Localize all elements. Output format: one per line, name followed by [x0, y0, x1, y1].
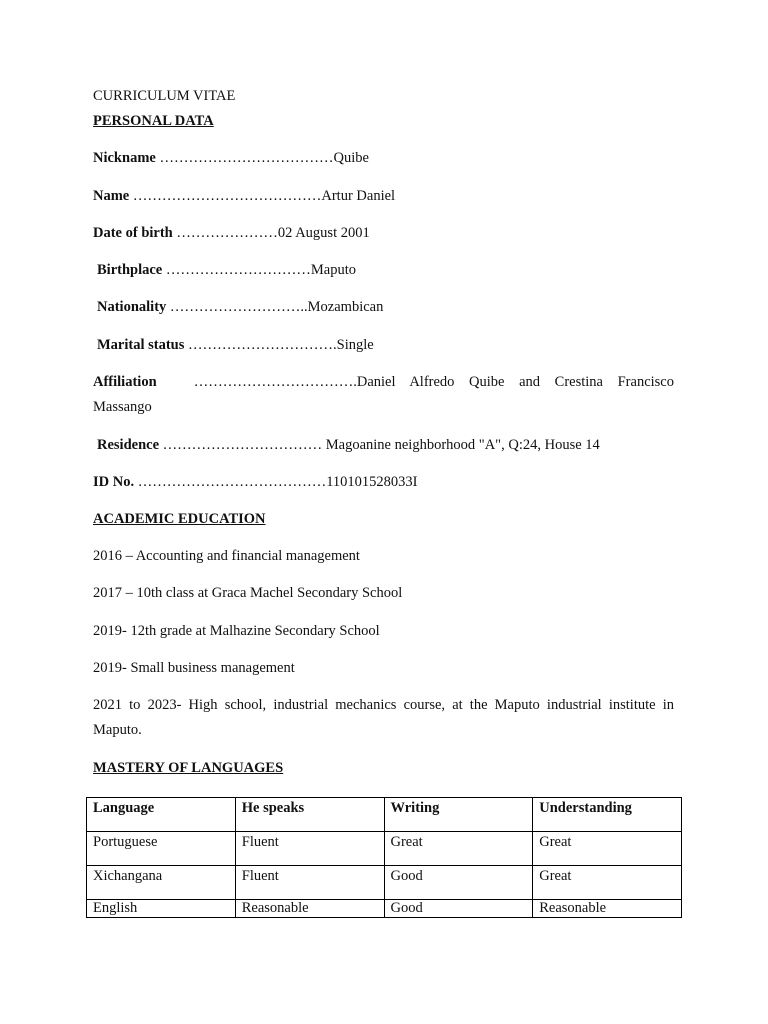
personal-data-heading: PERSONAL DATA	[93, 113, 214, 129]
table-row	[87, 866, 682, 900]
affiliation-row	[93, 370, 674, 420]
table-cell: Great	[533, 866, 682, 900]
table-header-row	[87, 798, 682, 832]
nationality-label: Nationality	[97, 299, 167, 315]
dob-value: 02 August 2001	[277, 225, 370, 241]
marital-status-value: Single	[336, 337, 374, 353]
dob-dots: …………………	[172, 225, 278, 241]
affiliation-line	[93, 370, 674, 395]
languages-table	[86, 797, 682, 918]
table-cell: English	[87, 900, 236, 918]
education-item: 2021 to 2023- High school, industrial mechanics course, at the Maputo industrial institute in Maputo.	[93, 697, 674, 738]
nationality-row	[97, 298, 383, 316]
id-label: ID No.	[93, 474, 135, 490]
name-label: Name	[93, 188, 130, 204]
languages-heading: MASTERY OF LANGUAGES	[93, 760, 284, 776]
table-cell: Reasonable	[235, 900, 384, 918]
residence-label: Residence	[97, 437, 160, 453]
affiliation-dots: …………………………….	[193, 374, 357, 390]
dob-row	[93, 224, 370, 242]
education-item: 2016 – Accounting and financial management	[93, 548, 360, 564]
education-item: 2017 – 10th class at Graca Machel Secondary School	[93, 585, 403, 601]
table-cell: Portuguese	[87, 832, 236, 866]
birthplace-label: Birthplace	[97, 262, 163, 278]
id-value: 110101528033I	[326, 474, 418, 490]
nationality-dots: ………………………..	[166, 299, 308, 315]
nickname-label: Nickname	[93, 150, 156, 166]
residence-dots: ……………………………	[159, 437, 326, 453]
affiliation-value-cont: Massango	[93, 399, 152, 415]
name-dots: …………………………………	[129, 188, 322, 204]
column-header: Language	[87, 798, 236, 832]
education-item: 2019- 12th grade at Malhazine Secondary School	[93, 623, 380, 639]
document-title: CURRICULUM VITAE	[93, 88, 236, 104]
table-row	[87, 832, 682, 866]
marital-status-row	[97, 336, 374, 354]
birthplace-dots: …………………………	[162, 262, 311, 278]
table-cell: Great	[533, 832, 682, 866]
name-value: Artur Daniel	[321, 188, 396, 204]
column-header: Writing	[384, 798, 533, 832]
table-cell: Great	[384, 832, 533, 866]
marital-status-dots: ………………………….	[184, 337, 337, 353]
id-dots: …………………………………	[134, 474, 327, 490]
residence-value: Magoanine neighborhood "A", Q:24, House 14	[325, 437, 600, 453]
table-cell: Xichangana	[87, 866, 236, 900]
education-item: 2019- Small business management	[93, 660, 295, 676]
academic-education-heading: ACADEMIC EDUCATION	[93, 511, 266, 527]
residence-row	[97, 436, 600, 454]
table-cell: Fluent	[235, 866, 384, 900]
nickname-value: Quibe	[333, 150, 369, 166]
affiliation-dots-value	[194, 370, 674, 395]
dob-label: Date of birth	[93, 225, 173, 241]
birthplace-value: Maputo	[310, 262, 356, 278]
nickname-dots: ………………………………	[155, 150, 334, 166]
affiliation-label: Affiliation	[93, 374, 157, 390]
marital-status-label: Marital status	[97, 337, 185, 353]
table-cell: Good	[384, 866, 533, 900]
table-cell: Fluent	[235, 832, 384, 866]
table-row	[87, 900, 682, 918]
nickname-row	[93, 149, 369, 167]
affiliation-value: Daniel Alfredo Quibe and Crestina Francisco	[356, 374, 674, 390]
table-cell: Reasonable	[533, 900, 682, 918]
nationality-value: Mozambican	[307, 299, 384, 315]
birthplace-row	[97, 261, 356, 279]
column-header: He speaks	[235, 798, 384, 832]
column-header: Understanding	[533, 798, 682, 832]
id-row	[93, 473, 418, 491]
table-cell: Good	[384, 900, 533, 918]
name-row	[93, 187, 395, 205]
